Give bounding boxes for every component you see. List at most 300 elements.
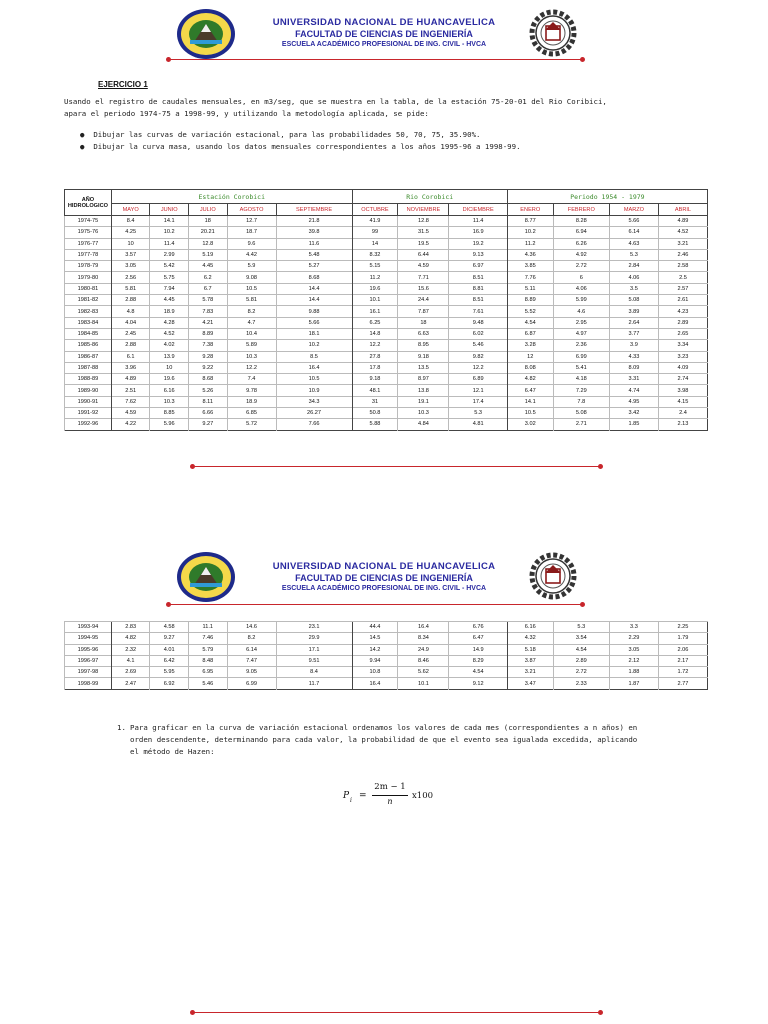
value-cell: 5.88 (352, 419, 398, 430)
value-cell: 5.3 (449, 408, 507, 419)
value-cell: 4.25 (111, 227, 150, 238)
header-divider (168, 604, 583, 605)
year-header: AÑO HIDROLOGICO (65, 190, 112, 216)
value-cell: 7.62 (111, 396, 150, 407)
value-cell: 6.2 (188, 272, 227, 283)
value-cell: 10.9 (276, 385, 352, 396)
value-cell: 16.4 (398, 622, 449, 633)
group-header-periodo: Periodo 1954 - 1979 (507, 190, 707, 204)
table-row (65, 396, 708, 407)
value-cell: 3.77 (609, 328, 658, 339)
value-cell: 3.05 (609, 644, 658, 655)
value-cell: 5.96 (150, 419, 189, 430)
value-cell: 9.27 (188, 419, 227, 430)
value-cell: 2.88 (111, 340, 150, 351)
value-cell: 5.66 (276, 317, 352, 328)
table-row (65, 633, 708, 644)
value-cell: 2.57 (658, 283, 707, 294)
value-cell: 14.4 (276, 295, 352, 306)
value-cell: 14.1 (507, 396, 553, 407)
value-cell: 8.89 (188, 328, 227, 339)
intro-line-1: Usando el registro de caudales mensuales, en m3/seg, que se muestra en la tabla, de la estación 75-20-01 del Rio Coribici, (64, 97, 607, 106)
value-cell: 9.27 (150, 633, 189, 644)
value-cell: 10.2 (276, 340, 352, 351)
exercise-intro (64, 96, 704, 120)
bullet-item: ● Dibujar las curvas de variación estacional, para las probabilidades 50, 70, 75, 35.90%. (80, 130, 481, 139)
value-cell: 4.58 (150, 622, 189, 633)
value-cell: 4.97 (553, 328, 609, 339)
value-cell: 6.85 (227, 408, 276, 419)
divider-dot-right (580, 602, 585, 607)
year-cell: 1977-78 (65, 249, 112, 260)
value-cell: 4.33 (609, 351, 658, 362)
value-cell: 16.4 (276, 362, 352, 373)
value-cell: 6.92 (150, 678, 189, 689)
value-cell: 9.22 (188, 362, 227, 373)
value-cell: 6.66 (188, 408, 227, 419)
year-cell: 1982-83 (65, 306, 112, 317)
value-cell: 34.3 (276, 396, 352, 407)
value-cell: 6.1 (111, 351, 150, 362)
value-cell: 7.38 (188, 340, 227, 351)
value-cell: 10.3 (227, 351, 276, 362)
value-cell: 2.69 (111, 667, 150, 678)
value-cell: 14.8 (352, 328, 398, 339)
value-cell: 13.5 (398, 362, 449, 373)
table-row (65, 419, 708, 430)
table-row (65, 227, 708, 238)
value-cell: 19.6 (150, 374, 189, 385)
year-cell: 1998-99 (65, 678, 112, 689)
table-row (65, 408, 708, 419)
value-cell: 18 (188, 216, 227, 227)
value-cell: 5.89 (227, 340, 276, 351)
exercise-title: EJERCICIO 1 (98, 80, 148, 89)
value-cell: 7.83 (188, 306, 227, 317)
header-faculty: FACULTAD DE CIENCIAS DE INGENIERÍA (295, 573, 473, 583)
table-row (65, 317, 708, 328)
value-cell: 13.8 (398, 385, 449, 396)
value-cell: 2.88 (111, 295, 150, 306)
value-cell: 6.47 (449, 633, 507, 644)
value-cell: 4.95 (609, 396, 658, 407)
value-cell: 14 (352, 238, 398, 249)
value-cell: 39.8 (276, 227, 352, 238)
value-cell: 1.85 (609, 419, 658, 430)
month-header: ENERO (507, 204, 553, 216)
value-cell: 18.9 (227, 396, 276, 407)
value-cell: 4.42 (227, 249, 276, 260)
value-cell: 5.11 (507, 283, 553, 294)
value-cell: 10.5 (227, 283, 276, 294)
value-cell: 6.99 (227, 678, 276, 689)
month-header: JULIO (188, 204, 227, 216)
month-header: JUNIO (150, 204, 189, 216)
value-cell: 6.26 (553, 238, 609, 249)
year-cell: 1990-91 (65, 396, 112, 407)
value-cell: 8.48 (188, 655, 227, 666)
year-cell: 1995-96 (65, 644, 112, 655)
value-cell: 10.5 (507, 408, 553, 419)
value-cell: 12.8 (188, 238, 227, 249)
value-cell: 19.5 (398, 238, 449, 249)
method-paragraph: Para graficar en la curva de variación estacional ordenamos los valores de cada mes (correspondientes a n años) en orden descendente, determinando para cada valor, la probabilidad de que el evento sea igualada excedida, aplicando el método de Hazen: (130, 723, 638, 756)
value-cell: 12.2 (352, 340, 398, 351)
month-header: OCTUBRE (352, 204, 398, 216)
value-cell: 7.47 (227, 655, 276, 666)
value-cell: 10 (150, 362, 189, 373)
value-cell: 2.47 (111, 678, 150, 689)
value-cell: 6.25 (352, 317, 398, 328)
value-cell: 7.71 (398, 272, 449, 283)
value-cell: 4.01 (150, 644, 189, 655)
value-cell: 5.62 (398, 667, 449, 678)
page-header (0, 17, 768, 48)
value-cell: 31.5 (398, 227, 449, 238)
value-cell: 4.59 (398, 261, 449, 272)
month-header: NOVIEMBRE (398, 204, 449, 216)
value-cell: 10.2 (507, 227, 553, 238)
value-cell: 14.6 (227, 622, 276, 633)
value-cell: 16.4 (352, 678, 398, 689)
value-cell: 14.5 (352, 633, 398, 644)
month-header: FEBRERO (553, 204, 609, 216)
value-cell: 5.42 (150, 261, 189, 272)
value-cell: 8.11 (188, 396, 227, 407)
footer-divider (192, 1012, 601, 1013)
value-cell: 10.2 (150, 227, 189, 238)
value-cell: 5.46 (188, 678, 227, 689)
value-cell: 4.52 (150, 328, 189, 339)
value-cell: 7.94 (150, 283, 189, 294)
value-cell: 4.63 (609, 238, 658, 249)
value-cell: 3.23 (658, 351, 707, 362)
value-cell: 5.3 (609, 249, 658, 260)
value-cell: 3.28 (507, 340, 553, 351)
table-row (65, 328, 708, 339)
value-cell: 3.42 (609, 408, 658, 419)
year-cell: 1974-75 (65, 216, 112, 227)
value-cell: 9.82 (449, 351, 507, 362)
value-cell: 48.1 (352, 385, 398, 396)
value-cell: 11.7 (276, 678, 352, 689)
value-cell: 5.9 (227, 261, 276, 272)
value-cell: 4.06 (609, 272, 658, 283)
year-cell: 1981-82 (65, 295, 112, 306)
table-row (65, 374, 708, 385)
value-cell: 6.63 (398, 328, 449, 339)
bullet-dot-icon: ● (80, 142, 94, 151)
year-cell: 1997-98 (65, 667, 112, 678)
value-cell: 9.18 (398, 351, 449, 362)
value-cell: 6.7 (188, 283, 227, 294)
value-cell: 10 (111, 238, 150, 249)
value-cell: 1.88 (609, 667, 658, 678)
value-cell: 6.99 (553, 351, 609, 362)
month-header: AGOSTO (227, 204, 276, 216)
table-row (65, 351, 708, 362)
value-cell: 41.9 (352, 216, 398, 227)
value-cell: 4.89 (658, 216, 707, 227)
value-cell: 4.92 (553, 249, 609, 260)
value-cell: 17.1 (276, 644, 352, 655)
header-university: UNIVERSIDAD NACIONAL DE HUANCAVELICA (272, 17, 496, 28)
value-cell: 8.08 (507, 362, 553, 373)
value-cell: 16.1 (352, 306, 398, 317)
value-cell: 5.48 (276, 249, 352, 260)
value-cell: 4.15 (658, 396, 707, 407)
value-cell: 3.57 (111, 249, 150, 260)
value-cell: 18.7 (227, 227, 276, 238)
value-cell: 8.51 (449, 272, 507, 283)
value-cell: 9.18 (352, 374, 398, 385)
value-cell: 3.31 (609, 374, 658, 385)
value-cell: 2.71 (553, 419, 609, 430)
value-cell: 8.2 (227, 306, 276, 317)
value-cell: 12 (507, 351, 553, 362)
value-cell: 1.72 (658, 667, 707, 678)
header-university: UNIVERSIDAD NACIONAL DE HUANCAVELICA (272, 561, 496, 572)
value-cell: 4.54 (553, 644, 609, 655)
value-cell: 5.81 (111, 283, 150, 294)
flow-data-table-continued (64, 621, 708, 690)
table-row (65, 667, 708, 678)
value-cell: 4.09 (658, 362, 707, 373)
year-cell: 1980-81 (65, 283, 112, 294)
value-cell: 4.8 (111, 306, 150, 317)
value-cell: 2.58 (658, 261, 707, 272)
value-cell: 2.17 (658, 655, 707, 666)
year-cell: 1984-85 (65, 328, 112, 339)
value-cell: 3.3 (609, 622, 658, 633)
value-cell: 10.3 (398, 408, 449, 419)
value-cell: 6.89 (449, 374, 507, 385)
year-cell: 1976-77 (65, 238, 112, 249)
divider-dot-right (598, 464, 603, 469)
year-cell: 1983-84 (65, 317, 112, 328)
flow-data-table (64, 189, 708, 431)
header-divider (168, 59, 583, 60)
value-cell: 3.21 (658, 238, 707, 249)
value-cell: 5.95 (150, 667, 189, 678)
value-cell: 2.5 (658, 272, 707, 283)
group-header-estacion: Estación Corobici (111, 190, 352, 204)
year-cell: 1989-90 (65, 385, 112, 396)
divider-dot-right (598, 1010, 603, 1015)
value-cell: 4.54 (449, 667, 507, 678)
value-cell: 2.72 (553, 261, 609, 272)
value-cell: 8.28 (553, 216, 609, 227)
header-school: ESCUELA ACADÉMICO PROFESIONAL DE ING. CIVIL - HVCA (281, 585, 487, 592)
exercise-bullets (80, 129, 700, 153)
value-cell: 2.77 (658, 678, 707, 689)
value-cell: 24.9 (398, 644, 449, 655)
table-row (65, 385, 708, 396)
method-number: 1. (117, 723, 126, 732)
value-cell: 4.28 (150, 317, 189, 328)
value-cell: 4.36 (507, 249, 553, 260)
year-cell: 1993-94 (65, 622, 112, 633)
value-cell: 2.06 (658, 644, 707, 655)
value-cell: 3.21 (507, 667, 553, 678)
value-cell: 5.27 (276, 261, 352, 272)
value-cell: 2.12 (609, 655, 658, 666)
value-cell: 4.45 (150, 295, 189, 306)
value-cell: 7.87 (398, 306, 449, 317)
value-cell: 12.2 (227, 362, 276, 373)
value-cell: 7.29 (553, 385, 609, 396)
value-cell: 9.78 (227, 385, 276, 396)
value-cell: 6.47 (507, 385, 553, 396)
value-cell: 5.18 (507, 644, 553, 655)
value-cell: 6.95 (188, 667, 227, 678)
bullet-dot-icon: ● (80, 130, 94, 139)
value-cell: 4.21 (188, 317, 227, 328)
divider-dot-right (580, 57, 585, 62)
value-cell: 4.59 (111, 408, 150, 419)
year-cell: 1979-80 (65, 272, 112, 283)
table-row (65, 216, 708, 227)
value-cell: 8.97 (398, 374, 449, 385)
value-cell: 8.68 (188, 374, 227, 385)
value-cell: 19.2 (449, 238, 507, 249)
value-cell: 9.48 (449, 317, 507, 328)
value-cell: 5.08 (609, 295, 658, 306)
value-cell: 6.44 (398, 249, 449, 260)
value-cell: 2.61 (658, 295, 707, 306)
year-cell: 1986-87 (65, 351, 112, 362)
value-cell: 24.4 (398, 295, 449, 306)
value-cell: 2.65 (658, 328, 707, 339)
value-cell: 2.32 (111, 644, 150, 655)
value-cell: 18.1 (276, 328, 352, 339)
value-cell: 8.68 (276, 272, 352, 283)
header-school: ESCUELA ACADÉMICO PROFESIONAL DE ING. CIVIL - HVCA (281, 41, 487, 48)
value-cell: 4.82 (507, 374, 553, 385)
value-cell: 2.45 (111, 328, 150, 339)
table-row (65, 622, 708, 633)
value-cell: 2.84 (609, 261, 658, 272)
value-cell: 4.84 (398, 419, 449, 430)
value-cell: 21.8 (276, 216, 352, 227)
divider-dot-left (166, 602, 171, 607)
page-header (0, 561, 768, 592)
value-cell: 4.1 (111, 655, 150, 666)
value-cell: 8.81 (449, 283, 507, 294)
value-cell: 3.87 (507, 655, 553, 666)
value-cell: 2.29 (609, 633, 658, 644)
value-cell: 5.75 (150, 272, 189, 283)
value-cell: 6.02 (449, 328, 507, 339)
value-cell: 3.98 (658, 385, 707, 396)
value-cell: 11.2 (352, 272, 398, 283)
value-cell: 9.12 (449, 678, 507, 689)
value-cell: 5.26 (188, 385, 227, 396)
value-cell: 4.18 (553, 374, 609, 385)
value-cell: 2.64 (609, 317, 658, 328)
value-cell: 4.6 (553, 306, 609, 317)
divider-dot-left (190, 464, 195, 469)
value-cell: 14.2 (352, 644, 398, 655)
year-cell: 1985-86 (65, 340, 112, 351)
table-row (65, 678, 708, 689)
value-cell: 5.79 (188, 644, 227, 655)
value-cell: 12.8 (398, 216, 449, 227)
value-cell: 6.97 (449, 261, 507, 272)
year-cell: 1978-79 (65, 261, 112, 272)
value-cell: 14.1 (150, 216, 189, 227)
value-cell: 2.33 (553, 678, 609, 689)
value-cell: 8.77 (507, 216, 553, 227)
value-cell: 4.32 (507, 633, 553, 644)
value-cell: 18.9 (150, 306, 189, 317)
value-cell: 26.27 (276, 408, 352, 419)
year-cell: 1987-88 (65, 362, 112, 373)
value-cell: 7.4 (227, 374, 276, 385)
value-cell: 8.4 (276, 667, 352, 678)
value-cell: 7.76 (507, 272, 553, 283)
month-header: SEPTIEMBRE (276, 204, 352, 216)
table-row (65, 238, 708, 249)
value-cell: 10.8 (352, 667, 398, 678)
value-cell: 99 (352, 227, 398, 238)
divider-dot-left (190, 1010, 195, 1015)
value-cell: 9.13 (449, 249, 507, 260)
year-cell: 1975-76 (65, 227, 112, 238)
value-cell: 9.51 (276, 655, 352, 666)
table-divider (192, 466, 601, 467)
value-cell: 6.87 (507, 328, 553, 339)
value-cell: 1.87 (609, 678, 658, 689)
value-cell: 3.02 (507, 419, 553, 430)
value-cell: 5.78 (188, 295, 227, 306)
value-cell: 7.46 (188, 633, 227, 644)
value-cell: 15.6 (398, 283, 449, 294)
value-cell: 9.94 (352, 655, 398, 666)
value-cell: 2.13 (658, 419, 707, 430)
value-cell: 3.85 (507, 261, 553, 272)
month-header: MAYO (111, 204, 150, 216)
year-cell: 1994-95 (65, 633, 112, 644)
value-cell: 10.3 (150, 396, 189, 407)
value-cell: 11.6 (276, 238, 352, 249)
header-faculty: FACULTAD DE CIENCIAS DE INGENIERÍA (295, 29, 473, 39)
value-cell: 3.34 (658, 340, 707, 351)
value-cell: 6.16 (150, 385, 189, 396)
value-cell: 4.81 (449, 419, 507, 430)
value-cell: 14.9 (449, 644, 507, 655)
value-cell: 7.8 (553, 396, 609, 407)
value-cell: 12.2 (449, 362, 507, 373)
value-cell: 19.6 (352, 283, 398, 294)
value-cell: 8.85 (150, 408, 189, 419)
value-cell: 7.61 (449, 306, 507, 317)
value-cell: 5.3 (553, 622, 609, 633)
value-cell: 2.89 (658, 317, 707, 328)
year-cell: 1991-92 (65, 408, 112, 419)
value-cell: 6 (553, 272, 609, 283)
bullet-item: ● Dibujar la curva masa, usando los datos mensuales correspondientes a los años 1995-96 a 1998-99. (80, 142, 521, 151)
value-cell: 8.5 (276, 351, 352, 362)
value-cell: 7.66 (276, 419, 352, 430)
value-cell: 9.28 (188, 351, 227, 362)
value-cell: 4.45 (188, 261, 227, 272)
table-row (65, 283, 708, 294)
value-cell: 17.8 (352, 362, 398, 373)
value-cell: 3.47 (507, 678, 553, 689)
intro-line-2: apara el periodo 1974-75 a 1998-99, y utilizando la metodología aplicada, se pide: (64, 109, 429, 118)
value-cell: 12.1 (449, 385, 507, 396)
